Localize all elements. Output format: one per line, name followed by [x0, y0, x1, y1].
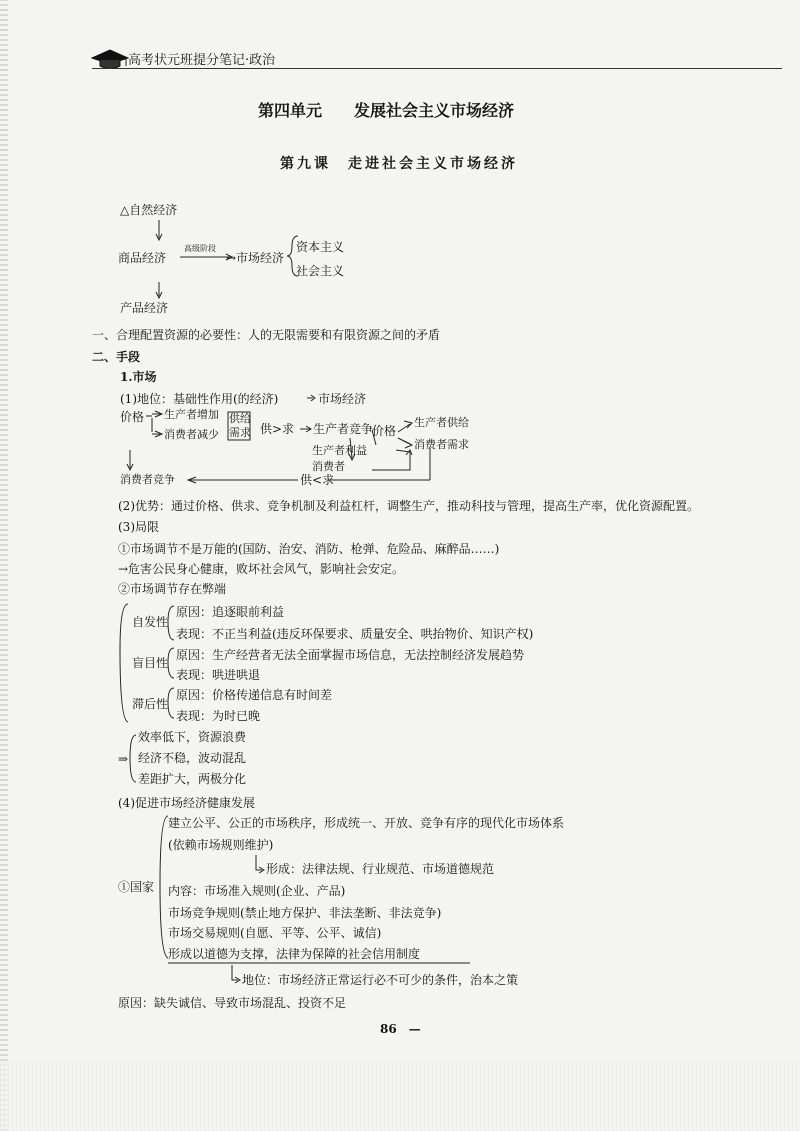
market-position: (1)地位：基础性作用(的经济) — [120, 392, 279, 406]
consumer-decrease-label: 消费者减少 — [164, 428, 219, 441]
natural-economy-label: △自然经济 — [120, 203, 178, 217]
limit-one: ①市场调节不是万能的(国防、治安、消防、枪弹、危险品、麻醉品……) — [118, 542, 500, 556]
limit-two: ②市场调节存在弊端 — [118, 582, 227, 596]
credit-position: 地位：市场经济正常运行必不可少的条件，治本之策 — [242, 973, 519, 987]
result-instability: 经济不稳，波动混乱 — [138, 751, 247, 765]
market-advantage: (2)优势：通过价格、供求、竞争机制及利益杠杆，调整生产，推动科技与管理，提高生产率，优化资源配置。 — [118, 499, 700, 513]
rely-on-rules: (依赖市场规则维护) — [168, 838, 274, 852]
result-polarization: 差距扩大，两极分化 — [138, 772, 247, 786]
result-arrow: ⇒ — [118, 752, 129, 766]
product-economy-label: 产品经济 — [120, 301, 169, 315]
trade-rules: 市场交易规则(自愿、平等、公平、诚信) — [168, 926, 382, 940]
book-title: 高考状元班提分笔记·政治 — [128, 53, 276, 68]
producer-increase-label: 生产者增加 — [164, 408, 219, 421]
advanced-stage-label: 高级阶段 — [184, 244, 216, 253]
form-of-rules: 形成：法律法规、行业规范、市场道德规范 — [266, 862, 495, 876]
commodity-economy-label: 商品经济 — [118, 251, 167, 265]
section-necessity: 一、合理配置资源的必要性：人的无限需要和有限资源之间的矛盾 — [92, 328, 441, 342]
limit-one-result: →危害公民身心健康，败坏社会风气，影响社会安定。 — [118, 562, 405, 576]
market-limits-heading: (3)局限 — [118, 520, 159, 534]
rules-content: 内容：市场准入规则(企业、产品) — [168, 884, 346, 898]
demand-label-boxed: 需求 — [229, 426, 251, 439]
section-means: 二、手段 — [92, 350, 141, 364]
page-number: 86 — — [380, 1022, 421, 1036]
blindness-label: 盲目性 — [132, 656, 169, 670]
capitalism-label: 资本主义 — [296, 240, 345, 254]
scan-bottom-texture — [0, 1061, 800, 1131]
spontaneity-label: 自发性 — [132, 615, 169, 629]
scan-edge-texture — [0, 0, 8, 1131]
competition-rules: 市场竞争规则(禁止地方保护、非法垄断、非法竞争) — [168, 906, 442, 920]
producer-compete-label: 生产者竞争 — [313, 422, 374, 436]
header-divider — [92, 68, 782, 69]
producer-supply-label: 生产者供给 — [414, 416, 469, 429]
establish-order: 建立公平、公正的市场秩序，形成统一、开放、竞争有序的现代化市场体系 — [168, 816, 565, 830]
lag-cause: 原因：价格传递信息有时间差 — [176, 688, 333, 702]
credit-system: 形成以道德为支撑，法律为保障的社会信用制度 — [168, 947, 421, 961]
price-label-2: 价格 — [372, 424, 397, 438]
supply-label-boxed: 供给 — [229, 412, 251, 425]
lesson-title: 第九课 走进社会主义市场经济 — [280, 156, 518, 172]
promote-heading: (4)促进市场经济健康发展 — [118, 796, 255, 810]
state-label: ①国家 — [118, 880, 155, 894]
supply-less-label: 供<求 — [300, 473, 335, 487]
lag-label: 滞后性 — [132, 697, 169, 711]
spontaneity-effect: 表现：不正当利益(违反环保要求、质量安全、哄抬物价、知识产权) — [176, 627, 534, 641]
blindness-effect: 表现：哄进哄退 — [176, 668, 261, 682]
arrow-icon — [311, 395, 315, 401]
price-label: 价格 — [120, 410, 145, 424]
supply-greater-label: 供>求 — [260, 422, 295, 436]
market-heading: 1.市场 — [120, 370, 157, 384]
lag-effect: 表现：为时已晚 — [176, 709, 261, 723]
cause-line: 原因：缺失诚信、导致市场混乱、投资不足 — [118, 996, 347, 1010]
graduation-cap-icon — [92, 50, 128, 69]
consumer-label: 消费者 — [312, 460, 345, 473]
blindness-cause: 原因：生产经营者无法全面掌握市场信息，无法控制经济发展趋势 — [176, 648, 525, 662]
market-economy-label: →市场经济 — [226, 251, 285, 265]
market-position-result: 市场经济 — [318, 392, 367, 406]
producer-profit-label: 生产者利益 — [312, 444, 367, 457]
consumer-compete-label: 消费者竞争 — [120, 473, 175, 486]
socialism-label: 社会主义 — [296, 264, 345, 278]
unit-title: 第四单元 发展社会主义市场经济 — [258, 101, 515, 120]
consumer-demand-label: 消费者需求 — [414, 438, 469, 451]
result-efficiency: 效率低下，资源浪费 — [138, 730, 247, 744]
spontaneity-cause: 原因：追逐眼前利益 — [176, 605, 285, 619]
